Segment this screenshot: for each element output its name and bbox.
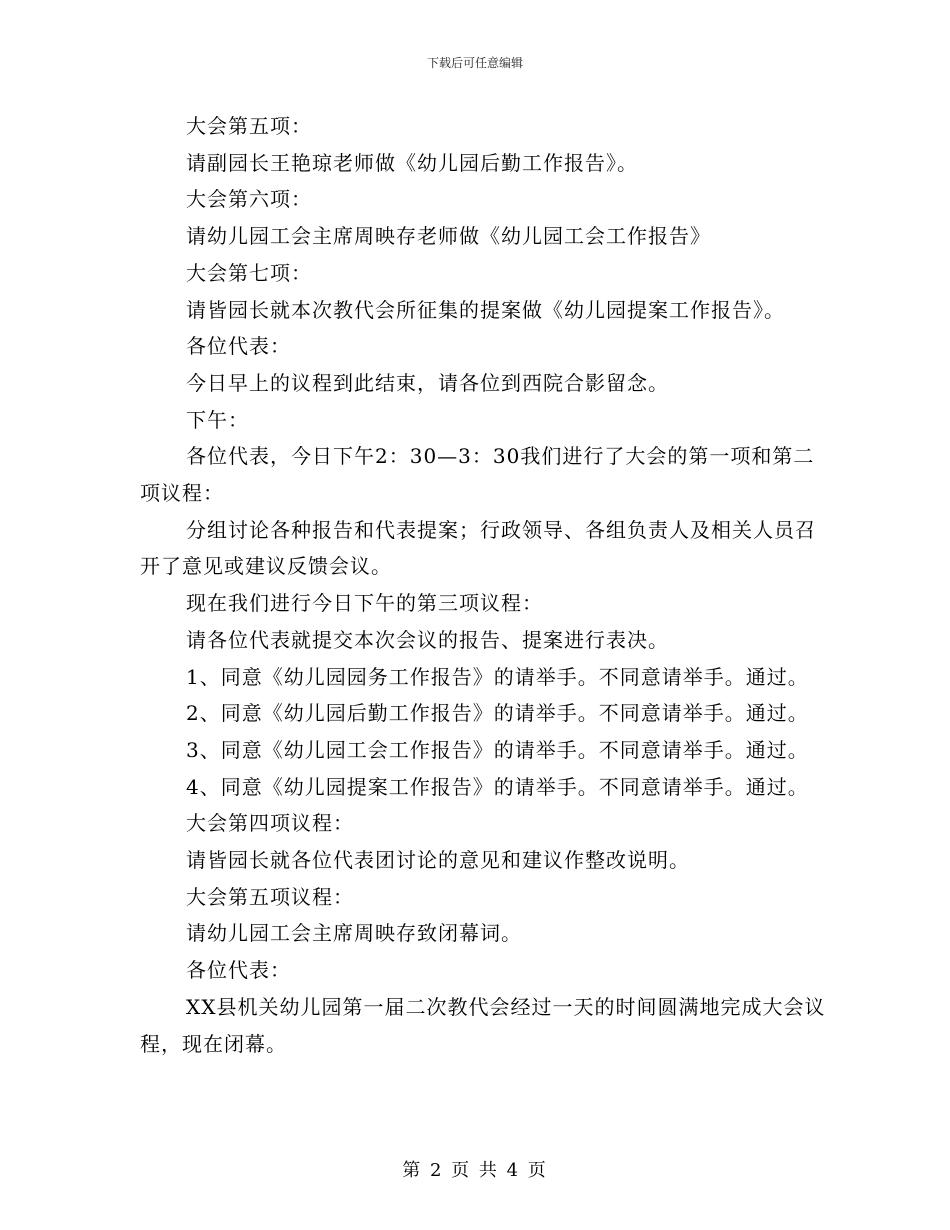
document-body	[140, 108, 830, 1062]
paragraph-6: 请皆园长就本次教代会所征集的提案做《幼儿园提案工作报告》。	[186, 297, 785, 322]
paragraph-3: 大会第六项：	[186, 187, 312, 212]
paragraph-7: 各位代表：	[186, 334, 291, 359]
paragraph-10: 各位代表，今日下午2：30—3：30我们进行了大会的第一项和第二项议程：	[140, 444, 815, 506]
paragraph-2: 请副园长王艳琼老师做《幼儿园后勤工作报告》。	[186, 150, 638, 175]
page-number-footer: 第 2 页 共 4 页	[402, 1160, 548, 1181]
paragraph-23: XX县机关幼儿园第一届二次教代会经过一天的时间圆满地完成大会议程，现在闭幕。	[140, 994, 826, 1056]
paragraph-22: 各位代表：	[186, 958, 291, 983]
paragraph-5: 大会第七项：	[186, 260, 312, 285]
paragraph-8: 今日早上的议程到此结束，请各位到西院合影留念。	[186, 370, 669, 395]
paragraph-16: 3、同意《幼儿园工会工作报告》的请举手。不同意请举手。通过。	[186, 737, 809, 762]
paragraph-21: 请幼儿园工会主席周映存致闭幕词。	[186, 921, 522, 946]
paragraph-12: 现在我们进行今日下午的第三项议程：	[186, 591, 543, 616]
paragraph-11: 分组讨论各种报告和代表提案；行政领导、各组负责人及相关人员召开了意见或建议反馈会议。	[140, 517, 816, 579]
paragraph-9: 下午：	[186, 407, 249, 432]
paragraph-15: 2、同意《幼儿园后勤工作报告》的请举手。不同意请举手。通过。	[186, 701, 809, 726]
paragraph-14: 1、同意《幼儿园园务工作报告》的请举手。不同意请举手。通过。	[186, 664, 809, 689]
header-note: 下载后可任意编辑	[426, 56, 523, 70]
paragraph-18: 大会第四项议程：	[186, 811, 354, 836]
paragraph-4: 请幼儿园工会主席周映存老师做《幼儿园工会工作报告》	[186, 224, 711, 249]
paragraph-17: 4、同意《幼儿园提案工作报告》的请举手。不同意请举手。通过。	[186, 774, 809, 799]
paragraph-19: 请皆园长就各位代表团讨论的意见和建议作整改说明。	[186, 848, 690, 873]
paragraph-13: 请各位代表就提交本次会议的报告、提案进行表决。	[186, 627, 669, 652]
paragraph-1: 大会第五项：	[186, 114, 312, 138]
paragraph-20: 大会第五项议程：	[186, 884, 354, 909]
